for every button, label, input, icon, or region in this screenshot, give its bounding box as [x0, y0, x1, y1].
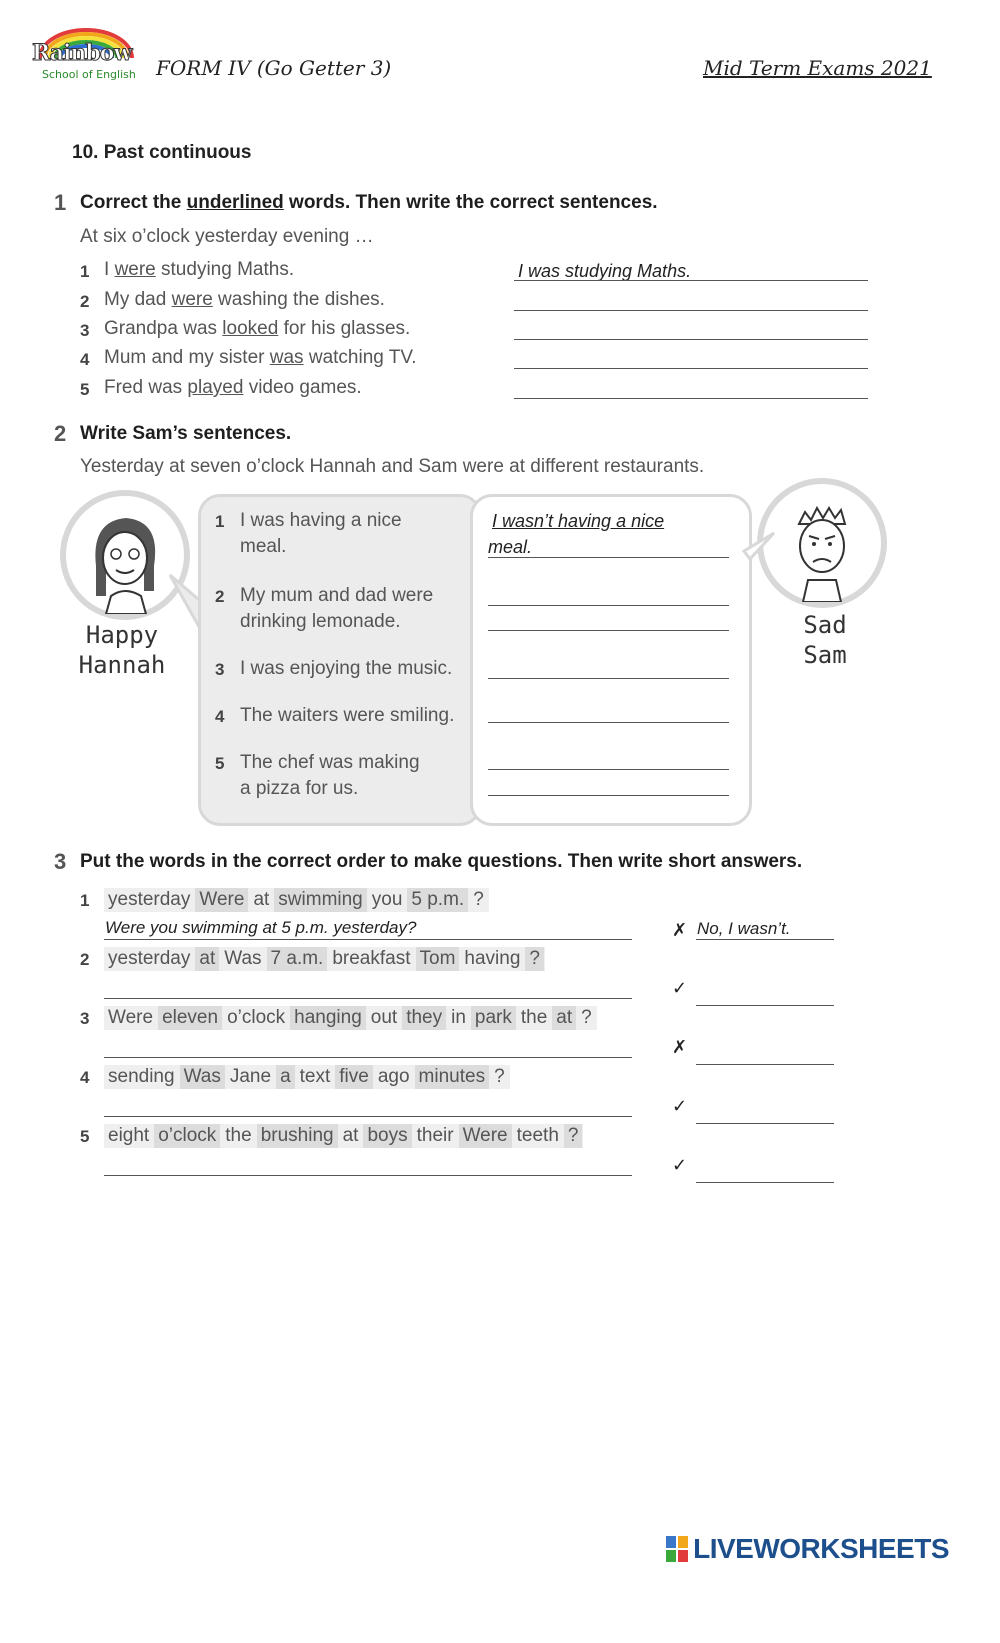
ex3-question-answer: Were you swimming at 5 p.m. yesterday? [105, 918, 417, 937]
logo-subtitle: School of English [42, 68, 136, 81]
ex1-item-underlined-word: looked [222, 318, 279, 339]
exercise-2-number: 2 [54, 421, 67, 446]
boy-face-icon [763, 484, 881, 602]
sam-answer-3-line[interactable] [488, 678, 729, 679]
school-logo [30, 28, 142, 86]
hannah-label: Happy Hannah [78, 621, 166, 679]
ex2-item-number: 5 [215, 754, 225, 773]
ex3-short-answer: No, I wasn’t. [697, 919, 791, 938]
ex3-word-tile[interactable]: 7 a.m. [267, 947, 328, 971]
ex3-word-tile[interactable]: 5 p.m. [407, 888, 468, 912]
ex3-word-strip [104, 888, 489, 912]
ex3-word-tile[interactable]: park [471, 1006, 516, 1030]
ex2-item-line-1: The chef was making [240, 752, 420, 773]
ex2-item-line-1: I was enjoying the music. [240, 658, 453, 679]
ex1-answer-line[interactable] [514, 398, 868, 399]
sam-answer-4-line[interactable] [488, 722, 729, 723]
ex3-word-tile[interactable]: boys [363, 1124, 411, 1148]
sam-answer-2a-line[interactable] [488, 605, 729, 606]
ex3-word-tile[interactable]: they [402, 1006, 446, 1030]
ex1-item-text-post: watching TV. [303, 347, 417, 368]
check-icon: ✓ [672, 1096, 688, 1117]
ex3-word-tile[interactable]: sending [108, 1066, 175, 1087]
ex3-word-tile[interactable]: ? [581, 1007, 592, 1028]
check-icon: ✓ [672, 978, 688, 999]
ex3-word-tile[interactable]: the [225, 1125, 252, 1146]
ex3-word-tile[interactable]: ? [494, 1066, 505, 1087]
ex3-item-number: 4 [80, 1068, 90, 1087]
ex1-item-text-pre: Fred was [104, 377, 188, 398]
ex3-word-tile[interactable]: eight [108, 1125, 150, 1146]
ex3-word-tile[interactable]: ? [525, 947, 544, 971]
ex1-answer-line[interactable] [514, 339, 868, 340]
sam-answer-5b-line[interactable] [488, 795, 729, 796]
ex3-word-tile[interactable]: breakfast [332, 948, 411, 969]
ex1-item-answer: I was studying Maths. [518, 261, 692, 281]
ex3-word-tile[interactable]: hanging [290, 1006, 366, 1030]
ex3-word-tile[interactable]: ? [473, 889, 484, 910]
ex3-word-tile[interactable]: ? [564, 1124, 583, 1148]
exercise-1-number: 1 [54, 190, 67, 215]
sam-answer-1-line-2: meal. [488, 537, 533, 557]
ex2-item-line-2: a pizza for us. [240, 778, 359, 799]
ex3-word-tile[interactable]: minutes [415, 1065, 490, 1089]
ex3-word-strip [104, 1124, 583, 1148]
sam-label: Sad Sam [803, 611, 847, 669]
ex3-word-strip [104, 1006, 597, 1030]
ex2-item-number: 2 [215, 587, 225, 606]
sam-answer-5a-line[interactable] [488, 769, 729, 770]
ex3-word-strip [104, 1065, 510, 1089]
ex1-item-number: 1 [80, 262, 90, 281]
cross-icon: ✗ [672, 1037, 688, 1058]
ex3-question-line[interactable] [104, 1116, 632, 1117]
ex3-word-tile[interactable]: o’clock [154, 1124, 220, 1148]
section-title: 10. Past continuous [72, 142, 252, 163]
ex1-item-text-post: for his glasses. [278, 318, 411, 339]
ex3-word-tile[interactable]: out [370, 1007, 398, 1028]
ex3-short-answer-line[interactable] [696, 1123, 834, 1124]
ex3-word-tile[interactable]: Was [180, 1065, 225, 1089]
ex3-word-tile[interactable]: five [335, 1065, 373, 1089]
ex1-item-text-post: washing the dishes. [212, 289, 385, 310]
ex3-word-tile[interactable]: teeth [516, 1125, 559, 1146]
ex3-word-tile[interactable]: Were [108, 1007, 154, 1028]
ex3-word-tile[interactable]: yesterday [108, 889, 191, 910]
ex2-item-number: 4 [215, 707, 225, 726]
exercise-1-intro: At six o’clock yesterday evening … [80, 226, 374, 247]
ex2-item-number: 3 [215, 660, 225, 679]
ex3-short-answer-line[interactable] [696, 1005, 834, 1006]
form-label: FORM IV (Go Getter 3) [156, 56, 392, 80]
ex1-item-text-pre: Mum and my sister [104, 347, 270, 368]
ex3-word-tile[interactable]: at [552, 1006, 576, 1030]
check-icon: ✓ [672, 1155, 688, 1176]
ex1-item-sentence [104, 259, 294, 281]
ex2-item-line-2: meal. [240, 536, 287, 557]
ex3-question-line[interactable] [104, 1057, 632, 1058]
ex3-word-tile[interactable]: Were [195, 888, 248, 912]
ex3-item-number: 5 [80, 1127, 90, 1146]
ex3-word-tile[interactable]: their [416, 1125, 454, 1146]
exercise-1-instruction: Correct the underlined words. Then write the correct sentences. [80, 192, 658, 213]
sam-answer-1-line-1: I wasn’t having a nice [492, 511, 665, 531]
logo-wordmark: Rainbow [32, 40, 132, 66]
ex1-item-sentence [104, 318, 410, 340]
ex1-item-text-pre: Grandpa was [104, 318, 223, 339]
ex3-word-tile[interactable]: Was [224, 948, 262, 969]
ex3-word-tile[interactable]: you [371, 889, 403, 910]
exercise-2-instruction: Write Sam’s sentences. [80, 423, 292, 444]
ex3-word-tile[interactable]: text [299, 1066, 331, 1087]
ex1-item-text-pre: I [104, 259, 115, 280]
ex3-word-tile[interactable]: at [195, 947, 219, 971]
exercise-2-intro: Yesterday at seven o’clock Hannah and Sam were at different restaurants. [80, 456, 705, 477]
ex3-word-tile[interactable]: Tom [416, 947, 460, 971]
ex1-answer-line[interactable] [514, 310, 868, 311]
ex1-item-text-post: studying Maths. [155, 259, 295, 280]
ex3-word-tile[interactable]: swimming [274, 888, 366, 912]
sam-answer-2b-line[interactable] [488, 630, 729, 631]
ex2-item-line-1: The waiters were smiling. [240, 705, 455, 726]
ex1-answer-line[interactable] [514, 368, 868, 369]
ex3-short-answer-line[interactable] [696, 939, 834, 940]
ex1-item-underlined-word: were [171, 289, 213, 310]
ex1-item-text-pre: My dad [104, 289, 172, 310]
sam-speech-tail [738, 525, 778, 565]
ex1-item-number: 4 [80, 350, 90, 369]
ex1-item-number: 5 [80, 380, 90, 399]
ex3-word-tile[interactable]: o’clock [227, 1007, 286, 1028]
ex3-word-tile[interactable]: having [464, 948, 521, 969]
liveworksheets-icon [666, 1536, 688, 1562]
ex2-item-line-2: drinking lemonade. [240, 611, 401, 632]
ex3-item-number: 3 [80, 1009, 90, 1028]
ex3-word-tile[interactable]: at [342, 1125, 359, 1146]
ex3-word-tile[interactable]: at [253, 889, 270, 910]
ex3-word-tile[interactable]: yesterday [108, 948, 191, 969]
ex1-item-sentence [104, 347, 417, 369]
ex3-word-tile[interactable]: the [520, 1007, 548, 1028]
liveworksheets-logo [666, 1533, 949, 1563]
ex1-item-underlined-word: were [114, 259, 156, 280]
ex3-word-tile[interactable]: brushing [257, 1124, 338, 1148]
ex3-short-answer-line[interactable] [696, 1182, 834, 1183]
ex1-answer-line[interactable] [514, 280, 868, 281]
exam-label: Mid Term Exams 2021 [703, 56, 932, 80]
ex3-question-line[interactable] [104, 939, 632, 940]
exercise-3-instruction: Put the words in the correct order to make questions. Then write short answers. [80, 851, 803, 872]
ex3-item-number: 1 [80, 891, 90, 910]
ex2-item-number: 1 [215, 512, 225, 531]
ex3-word-tile[interactable]: eleven [158, 1006, 222, 1030]
ex1-item-sentence [104, 289, 385, 311]
ex3-word-tile[interactable]: a [276, 1065, 295, 1089]
ex3-question-line[interactable] [104, 1175, 632, 1176]
exercise-3-number: 3 [54, 849, 67, 874]
ex3-item-number: 2 [80, 950, 90, 969]
ex3-short-answer-line[interactable] [696, 1064, 834, 1065]
ex3-word-tile[interactable]: in [451, 1007, 466, 1028]
ex1-item-text-post: video games. [243, 377, 362, 398]
cross-icon: ✗ [672, 920, 688, 941]
ex1-item-number: 2 [80, 292, 90, 311]
sam-answer-1-line[interactable] [488, 557, 729, 558]
ex1-item-underlined-word: was [269, 347, 304, 368]
ex1-item-number: 3 [80, 321, 90, 340]
ex2-item-line-1: My mum and dad were [240, 585, 434, 606]
ex3-word-strip [104, 947, 545, 971]
ex3-word-tile[interactable]: Were [459, 1124, 512, 1148]
ex3-word-tile[interactable]: Jane [229, 1066, 272, 1087]
ex1-item-sentence [104, 377, 362, 399]
ex3-word-tile[interactable]: ago [377, 1066, 410, 1087]
footer-brand: LIVEWORKSHEETS [693, 1533, 950, 1564]
ex3-question-line[interactable] [104, 998, 632, 999]
ex1-item-underlined-word: played [187, 377, 244, 398]
ex2-item-line-1: I was having a nice [240, 510, 402, 531]
